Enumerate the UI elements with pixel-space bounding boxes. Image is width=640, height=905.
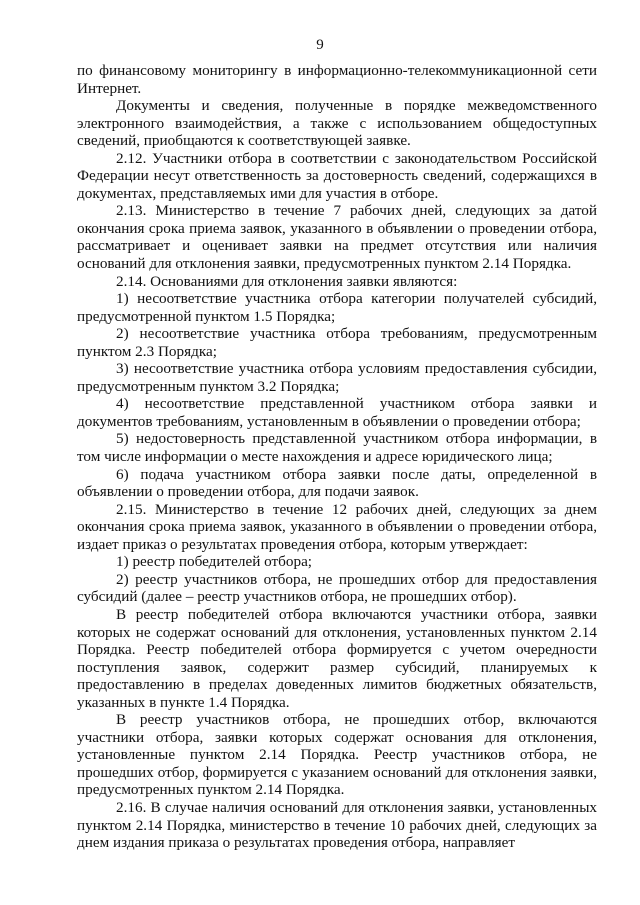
list-item-2-15-2: 2) реестр участников отбора, не прошедших отбор для предоставления субсидий (далее – реестр участников отбора, не прошедших отбор). <box>77 570 597 606</box>
paragraph-winners-registry: В реестр победителей отбора включаются участники отбора, заявки которых не содержат оснований для отклонения, установленных пунктом 2.14 Порядка. Реестр победителей отбора формируется с учетом очередности поступления заявок, содержит размер субсидий, планируемых к предоставлению в пределах доведенных лимитов бюджетных обязательств, указанных в пункте 1.4 Порядка. <box>77 605 597 711</box>
paragraph-2-12: 2.12. Участники отбора в соответствии с законодательством Российской Федерации несут ответственность за достоверность сведений, содержащихся в документах, представляемых ими для участия в отборе. <box>77 149 597 202</box>
list-item-2-14-5: 5) недостоверность представленной участником отбора информации, в том числе информации о месте нахождения и адресе юридического лица; <box>77 430 597 466</box>
list-item-2-14-3: 3) несоответствие участника отбора условиям предоставления субсидии, предусмотренным пунктом 3.2 Порядка; <box>77 360 597 395</box>
list-item-2-14-1: 1) несоответствие участника отбора категории получателей субсидий, предусмотренной пунктом 1.5 Порядка; <box>77 290 597 325</box>
list-item-2-14-6: 6) подача участником отбора заявки после даты, определенной в объявлении о проведении отбора, для подачи заявок. <box>77 465 597 501</box>
paragraph-interagency-documents: Документы и сведения, полученные в порядке межведомственного электронного взаимодействия, а также с использованием общедоступных сведений, приобщаются к соответствующей заявке. <box>77 97 597 150</box>
paragraph-2-13: 2.13. Министерство в течение 7 рабочих дней, следующих за датой окончания срока приема заявок, указанного в объявлении о проведении отбора, рассматривает и оценивает заявки на предмет отсутствия или наличия оснований для отклонения заявки, предусмотренных пунктом 2.14 Порядка. <box>77 202 597 273</box>
list-item-2-14-2: 2) несоответствие участника отбора требованиям, предусмотренным пунктом 2.3 Порядка; <box>77 325 597 360</box>
document-body <box>77 62 597 852</box>
page-number: 9 <box>316 37 324 53</box>
paragraph-rejected-registry: В реестр участников отбора, не прошедших отбор, включаются участники отбора, заявки которых содержат основания для отклонения, установленные пунктом 2.14 Порядка. Реестр участников отбора, не прошедших отбор, формируется с указанием оснований для отклонения заявки, предусмотренных пунктом 2.14 Порядка. <box>77 711 597 799</box>
list-item-2-14-4: 4) несоответствие представленной участником отбора заявки и документов требованиям, установленным в объявлении о проведении отбора; <box>77 395 597 430</box>
paragraph-2-14: 2.14. Основаниями для отклонения заявки являются: <box>116 272 458 290</box>
paragraph-continuation: по финансовому мониторингу в информационно-телекоммуникационной сети Интернет. <box>77 62 597 97</box>
paragraph-2-16: 2.16. В случае наличия оснований для отклонения заявки, установленных пунктом 2.14 Порядка, министерство в течение 10 рабочих дней, следующих за днем издания приказа о результатах проведения отбора, направляет <box>77 798 597 852</box>
list-item-2-15-1: 1) реестр победителей отбора; <box>116 553 313 571</box>
paragraph-2-15: 2.15. Министерство в течение 12 рабочих дней, следующих за днем окончания срока приема заявок, указанного в объявлении о проведении отбора, издает приказ о результатах проведения отбора, которым утверждает: <box>77 500 597 553</box>
